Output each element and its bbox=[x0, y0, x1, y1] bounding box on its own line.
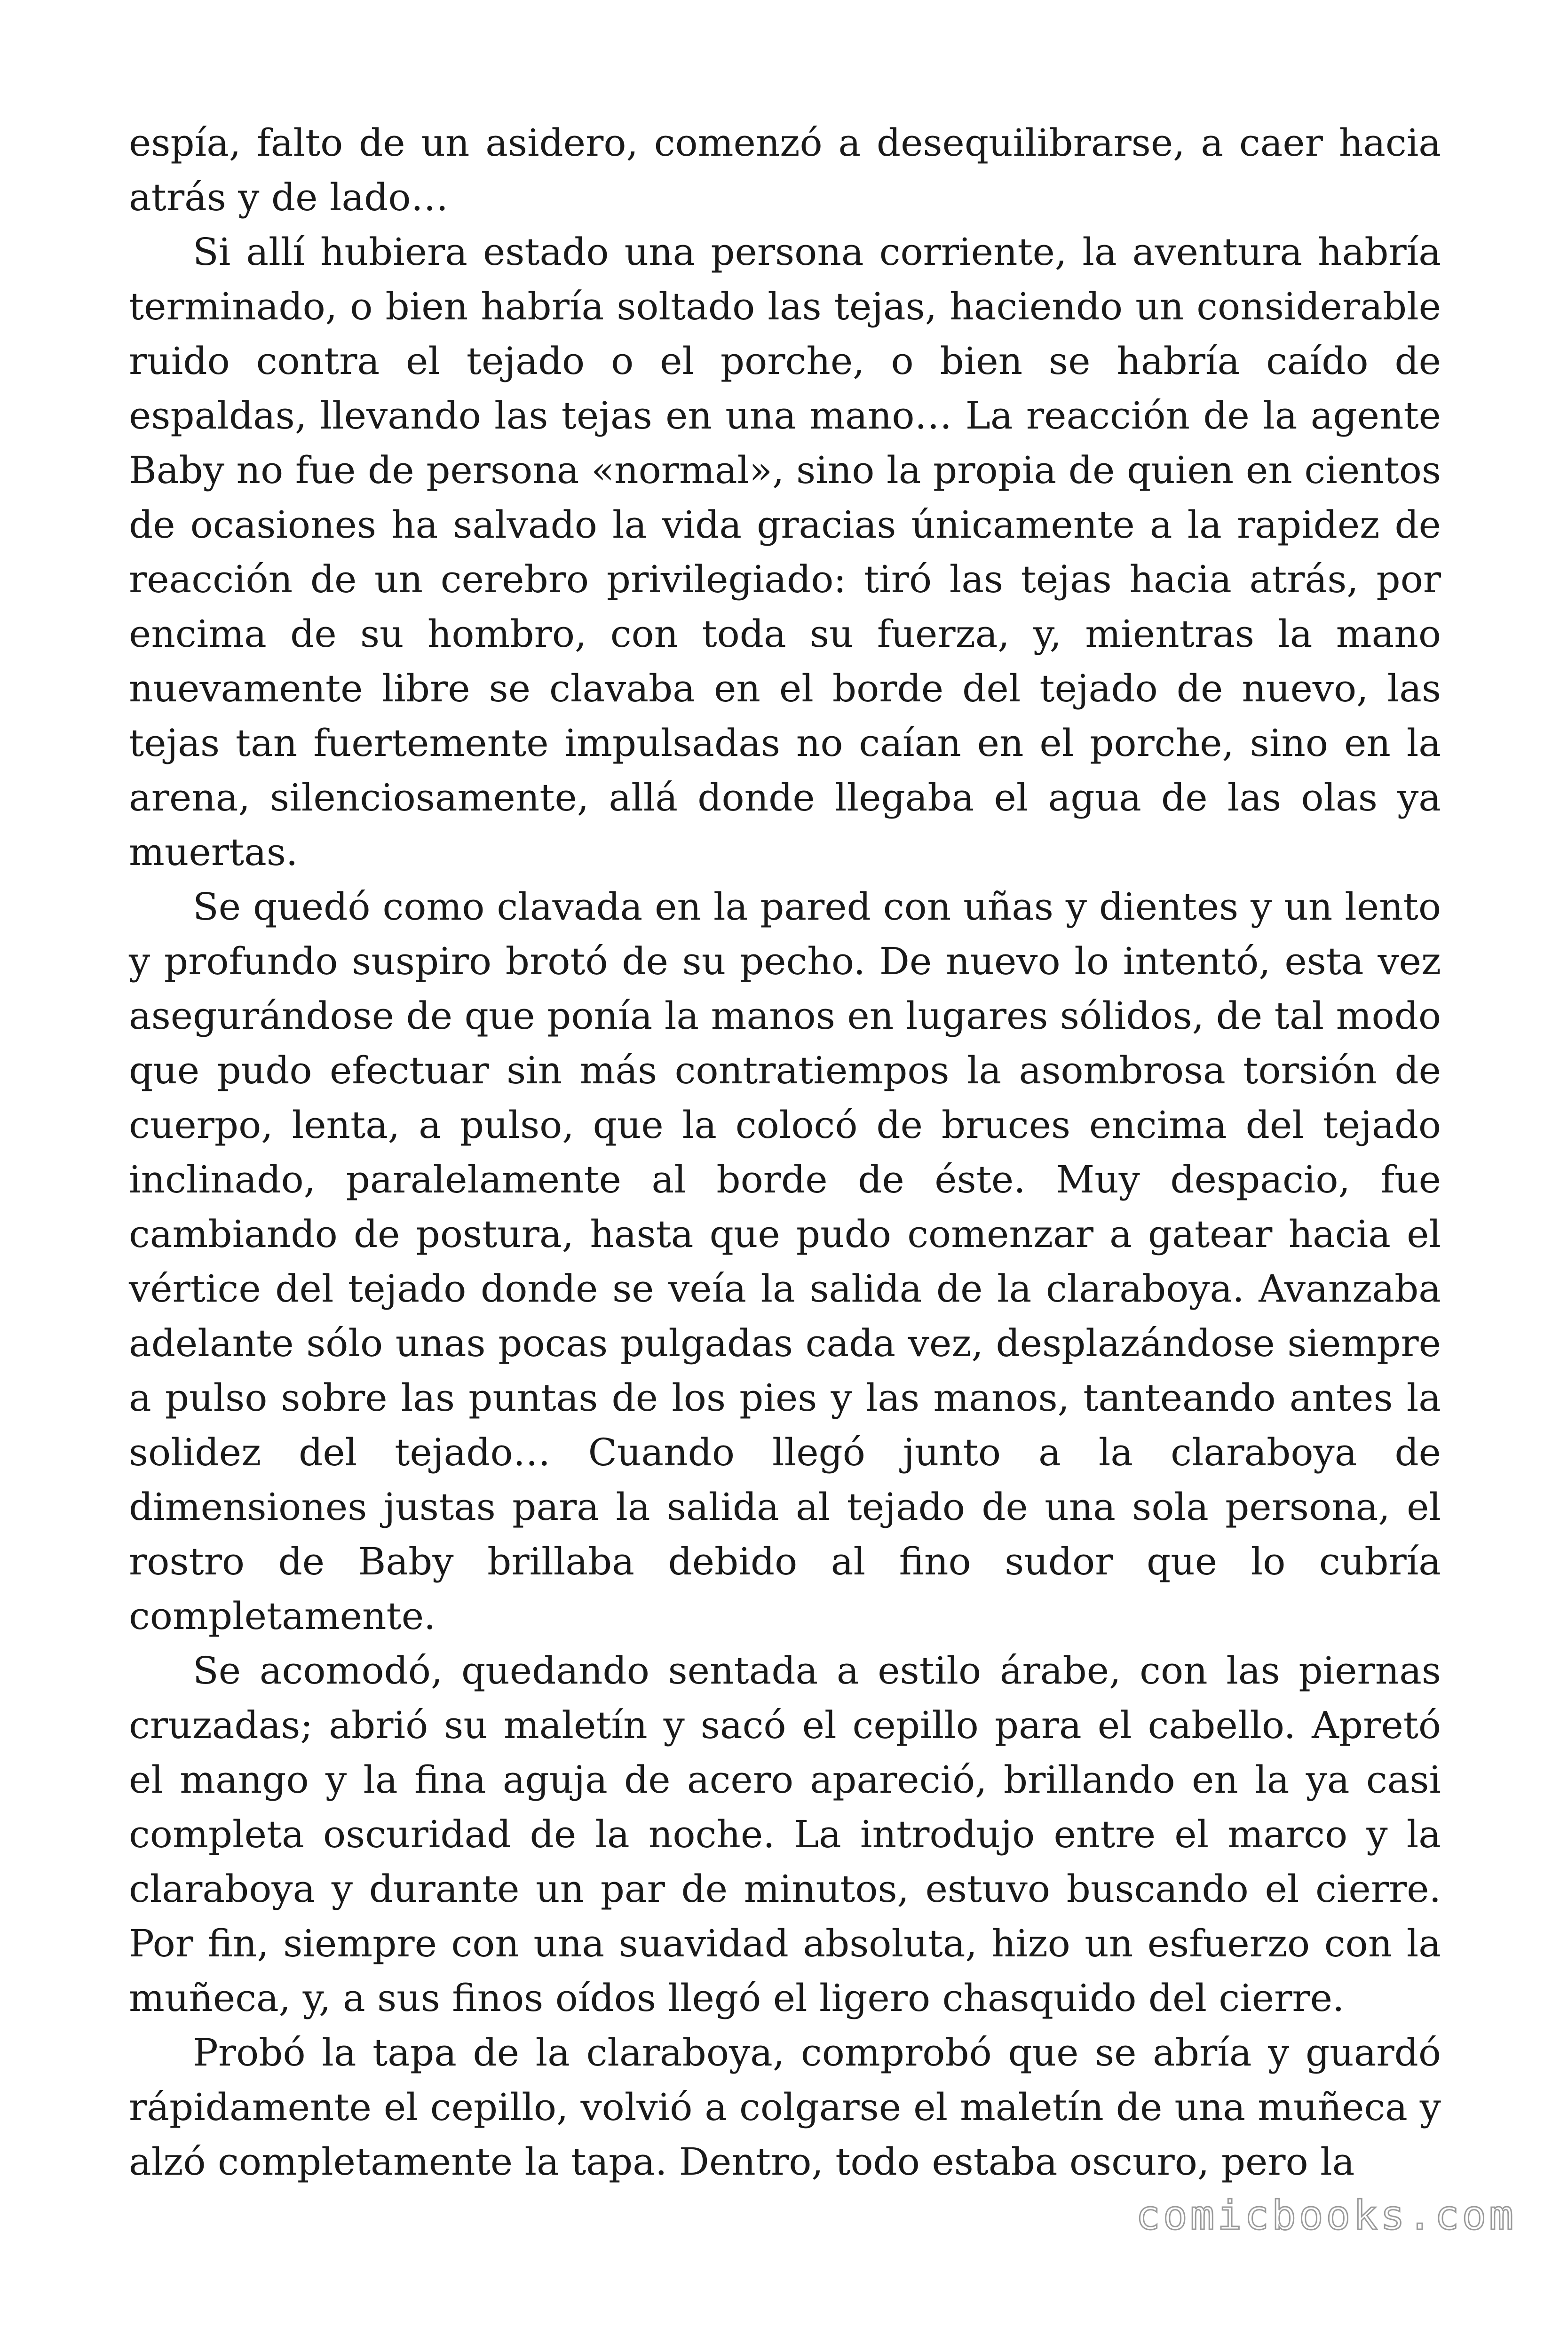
paragraph-5: Probó la tapa de la claraboya, comprobó que se abría y guardó rápidamente el cepillo, volvió a colgarse el maletín de una muñeca y alzó completamente la tapa. Dentro, todo estaba oscuro, pero la bbox=[129, 2031, 1441, 2184]
paragraph-1: espía, falto de un asidero, comenzó a desequilibrarse, a caer hacia atrás y de lado… bbox=[129, 121, 1441, 219]
body-text bbox=[129, 116, 1441, 2189]
paragraph-4: Se acomodó, quedando sentada a estilo árabe, con las piernas cruzadas; abrió su maletín y sacó el cepillo para el cabello. Apretó el mango y la fina aguja de acero apareció, brillando en la ya casi completa oscuridad de la noche. La introdujo entre el marco y la claraboya y durante un par de minutos, estuvo buscando el cierre. Por fin, siempre con una suavidad absoluta, hizo un esfuerzo con la muñeca, y, a sus finos oídos llegó el ligero chasquido del cierre. bbox=[129, 1649, 1441, 2020]
watermark: comicbooks.com bbox=[1136, 2192, 1516, 2239]
paragraph-3: Se quedó como clavada en la pared con uñas y dientes y un lento y profundo suspiro brotó de su pecho. De nuevo lo intentó, esta vez asegurándose de que ponía la manos en lugares sólidos, de tal modo que pudo efectuar sin más contratiempos la asombrosa torsión de cuerpo, lenta, a pulso, que la colocó de bruces encima del tejado inclinado, paralelamente al borde de éste. Muy despacio, fue cambiando de postura, hasta que pudo comenzar a gatear hacia el vértice del tejado donde se veía la salida de la claraboya. Avanzaba adelante sólo unas pocas pulgadas cada vez, desplazándose siempre a pulso sobre las puntas de los pies y las manos, tanteando antes la solidez del tejado… Cuando llegó junto a la claraboya de dimensiones justas para la salida al tejado de una sola persona, el rostro de Baby brillaba debido al fino sudor que lo cubría completamente. bbox=[129, 885, 1441, 1638]
paragraph-2: Si allí hubiera estado una persona corriente, la aventura habría terminado, o bien habría soltado las tejas, haciendo un considerable ruido contra el tejado o el porche, o bien se habría caído de espaldas, llevando las tejas en una mano… La reacción de la agente Baby no fue de persona «normal», sino la propia de quien en cientos de ocasiones ha salvado la vida gracias únicamente a la rapidez de reacción de un cerebro privilegiado: tiró las tejas hacia atrás, por encima de su hombro, con toda su fuerza, y, mientras la mano nuevamente libre se clavaba en el borde del tejado de nuevo, las tejas tan fuertemente impulsadas no caían en el porche, sino en la arena, silenciosamente, allá donde llegaba el agua de las olas ya muertas. bbox=[129, 230, 1441, 874]
